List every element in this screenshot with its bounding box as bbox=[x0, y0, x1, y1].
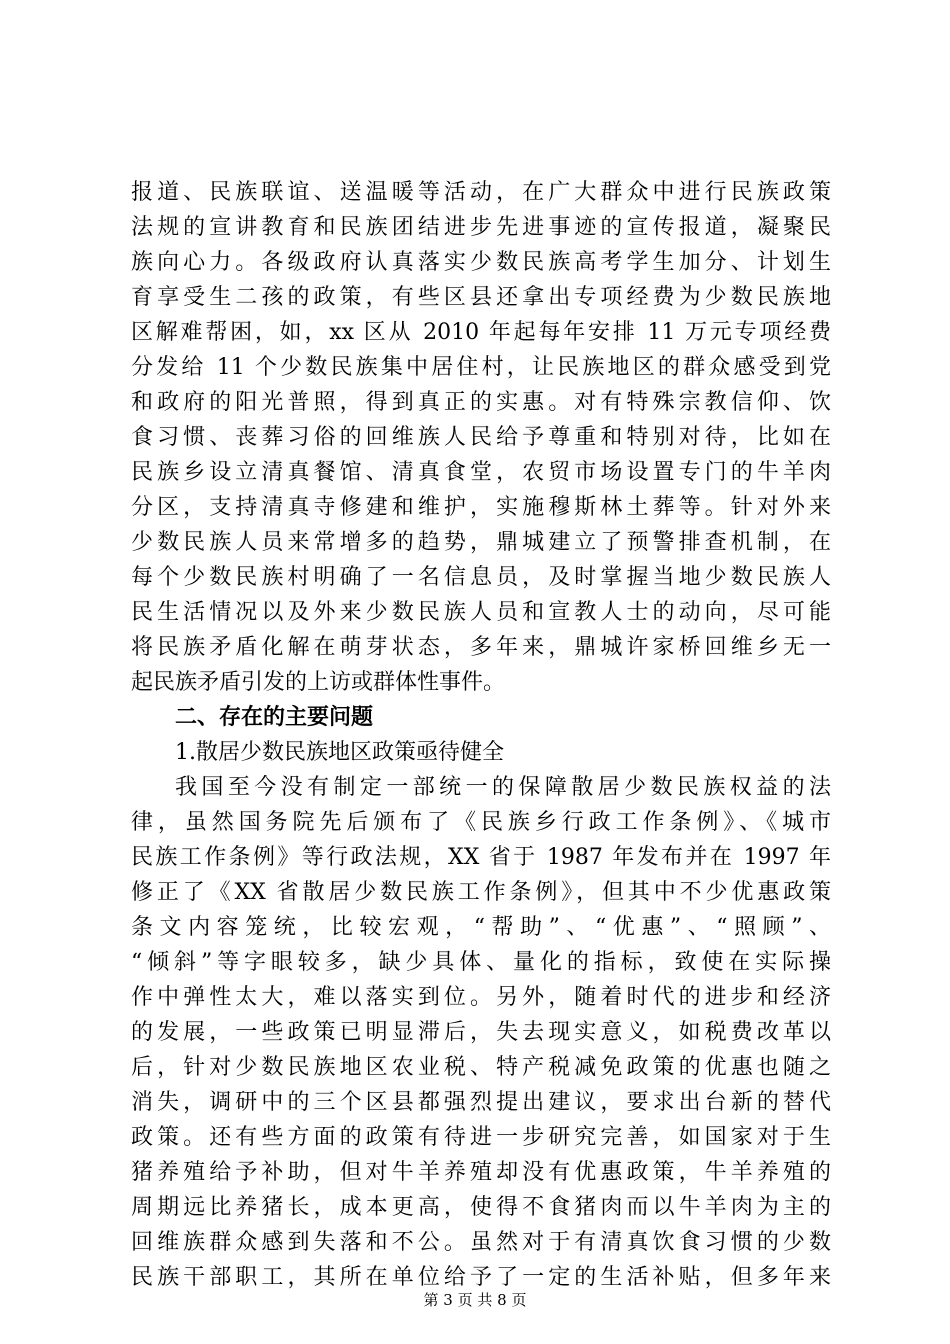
text-line: 起民族矛盾引发的上访或群体性事件。 bbox=[131, 670, 506, 695]
text-line: 族向心力。各级政府认真落实少数民族高考学生加分、计划生 bbox=[131, 250, 831, 275]
text-line: 条文内容笼统，比较宏观，“帮助”、“优惠”、“照顾”、 bbox=[131, 915, 831, 940]
page-footer: 第 3 页 共 8 页 bbox=[423, 1291, 527, 1309]
text-line: 民族乡设立清真餐馆、清真食堂，农贸市场设置专门的牛羊肉 bbox=[131, 460, 831, 485]
text-line: 报道、民族联谊、送温暖等活动，在广大群众中进行民族政策 bbox=[131, 180, 831, 205]
paragraph bbox=[131, 770, 831, 1295]
text-line: 和政府的阳光普照，得到真正的实惠。对有特殊宗教信仰、饮 bbox=[131, 390, 831, 415]
text-line: 回维族群众感到失落和不公。虽然对于有清真饮食习惯的少数 bbox=[131, 1230, 831, 1255]
text-line: 民族工作条例》等行政法规，XX 省于 1987 年发布并在 1997 年 bbox=[131, 845, 831, 870]
text-line: 育享受生二孩的政策，有些区县还拿出专项经费为少数民族地 bbox=[131, 285, 831, 310]
text-line: 将民族矛盾化解在萌芽状态，多年来，鼎城许家桥回维乡无一 bbox=[131, 635, 831, 660]
text-line: 每个少数民族村明确了一名信息员，及时掌握当地少数民族人 bbox=[131, 565, 831, 590]
text-line: 区解难帮困，如，xx 区从 2010 年起每年安排 11 万元专项经费 bbox=[131, 320, 831, 345]
document-body bbox=[131, 175, 831, 1295]
text-line: 修正了《XX 省散居少数民族工作条例》，但其中不少优惠政策 bbox=[131, 880, 831, 905]
section-heading: 二、存在的主要问题 bbox=[175, 705, 374, 730]
text-line: 作中弹性太大，难以落实到位。另外，随着时代的进步和经济 bbox=[131, 985, 831, 1010]
text-line: 后，针对少数民族地区农业税、特产税减免政策的优惠也随之 bbox=[131, 1055, 831, 1080]
text-line: 食习惯、丧葬习俗的回维族人民给予尊重和特别对待，比如在 bbox=[131, 425, 831, 450]
text-line: 政策。还有些方面的政策有待进一步研究完善，如国家对于生 bbox=[131, 1125, 831, 1150]
text-line: 分发给 11 个少数民族集中居住村，让民族地区的群众感受到党 bbox=[131, 355, 831, 380]
text-line: 我国至今没有制定一部统一的保障散居少数民族权益的法 bbox=[175, 775, 831, 800]
subsection-heading: 1.散居少数民族地区政策亟待健全 bbox=[175, 740, 504, 765]
paragraph-continuation bbox=[131, 175, 831, 700]
text-line: 的发展，一些政策已明显滞后，失去现实意义，如税费改革以 bbox=[131, 1020, 831, 1045]
text-line: 法规的宣讲教育和民族团结进步先进事迹的宣传报道，凝聚民 bbox=[131, 215, 831, 240]
text-line: 猪养殖给予补助，但对牛羊养殖却没有优惠政策，牛羊养殖的 bbox=[131, 1160, 831, 1185]
text-line: 消失，调研中的三个区县都强烈提出建议，要求出台新的替代 bbox=[131, 1090, 831, 1115]
text-line: 民生活情况以及外来少数民族人员和宣教人士的动向，尽可能 bbox=[131, 600, 831, 625]
text-line: 周期远比养猪长，成本更高，使得不食猪肉而以牛羊肉为主的 bbox=[131, 1195, 831, 1220]
text-line: 少数民族人员来常增多的趋势，鼎城建立了预警排查机制，在 bbox=[131, 530, 831, 555]
text-line: “倾斜”等字眼较多，缺少具体、量化的指标，致使在实际操 bbox=[131, 950, 831, 975]
text-line: 民族干部职工，其所在单位给予了一定的生活补贴，但多年来 bbox=[131, 1265, 831, 1290]
text-line: 律，虽然国务院先后颁布了《民族乡行政工作条例》、《城市 bbox=[131, 810, 831, 835]
text-line: 分区，支持清真寺修建和维护，实施穆斯林土葬等。针对外来 bbox=[131, 495, 831, 520]
